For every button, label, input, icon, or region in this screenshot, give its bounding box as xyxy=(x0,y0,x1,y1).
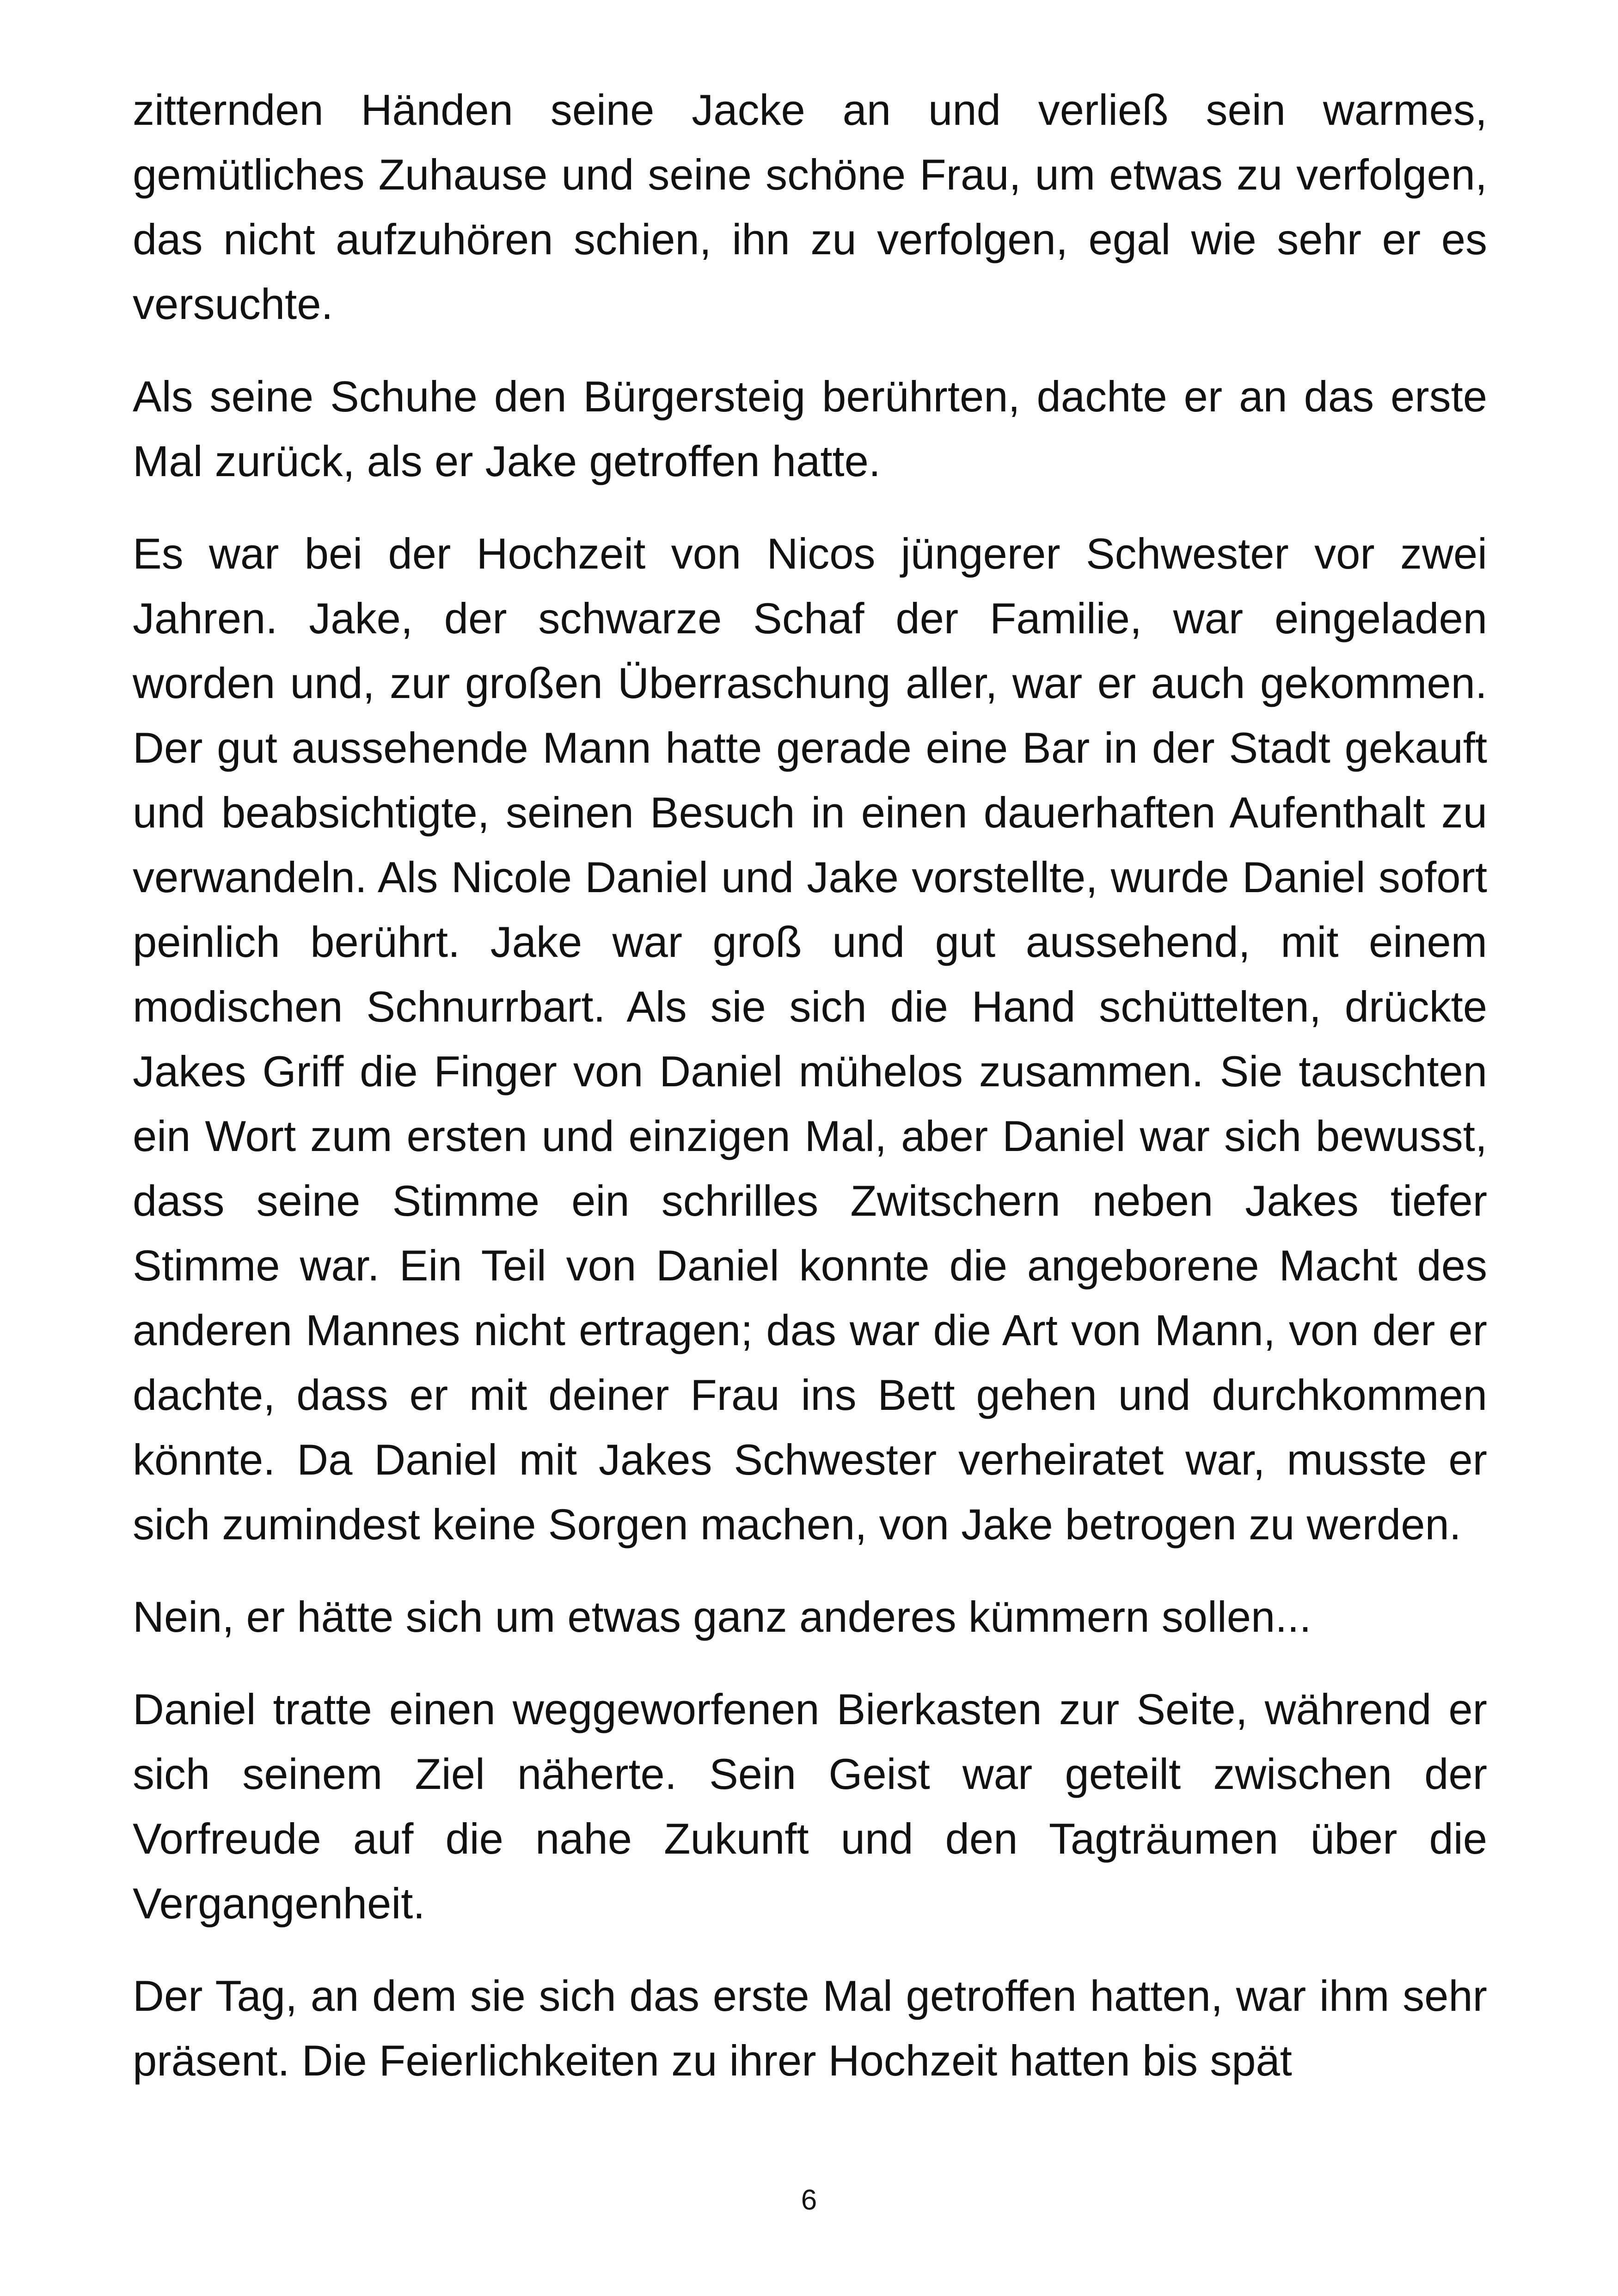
paragraph: Es war bei der Hochzeit von Nicos jüngerer Schwester vor zwei Jahren. Jake, der schwarze Schaf der Familie, war eingeladen worden und, zur großen Überraschung aller, war er auch gekommen. Der gut aussehende Mann hatte gerade eine Bar in der Stadt gekauft und beabsichtigte, seinen Besuch in einen dauerhaften Aufenthalt zu verwandeln. Als Nicole Daniel und Jake vorstellte, wurde Daniel sofort peinlich berührt. Jake war groß und gut aussehend, mit einem modischen Schnurrbart. Als sie sich die Hand schüttelten, drückte Jakes Griff die Finger von Daniel mühelos zusammen. Sie tauschten ein Wort zum ersten und einzigen Mal, aber Daniel war sich bewusst, dass seine Stimme ein schrilles Zwitschern neben Jakes tiefer Stimme war. Ein Teil von Daniel konnte die angeborene Macht des anderen Mannes nicht ertragen; das war die Art von Mann, von der er dachte, dass er mit deiner Frau ins Bett gehen und durchkommen könnte. Da Daniel mit Jakes Schwester verheiratet war, musste er sich zumindest keine Sorgen machen, von Jake betrogen zu werden. xyxy=(133,529,1487,1549)
body-text xyxy=(133,78,1487,2093)
paragraph: Daniel tratte einen weggeworfenen Bierkasten zur Seite, während er sich seinem Ziel näherte. Sein Geist war geteilt zwischen der Vorfreude auf die nahe Zukunft und den Tagträumen über die Vergangenheit. xyxy=(133,1685,1487,1928)
paragraph: Nein, er hätte sich um etwas ganz anderes kümmern sollen... xyxy=(133,1592,1312,1641)
paragraph: Als seine Schuhe den Bürgersteig berührten, dachte er an das erste Mal zurück, als er Jake getroffen hatte. xyxy=(133,372,1487,485)
paragraph: zitternden Händen seine Jacke an und verließ sein warmes, gemütliches Zuhause und seine schöne Frau, um etwas zu verfolgen, das nicht aufzuhören schien, ihn zu verfolgen, egal wie sehr er es versuchte. xyxy=(133,86,1487,328)
page-number: 6 xyxy=(801,2184,817,2216)
paragraph: Der Tag, an dem sie sich das erste Mal getroffen hatten, war ihm sehr präsent. Die Feierlichkeiten zu ihrer Hochzeit hatten bis spät xyxy=(133,1971,1487,2085)
